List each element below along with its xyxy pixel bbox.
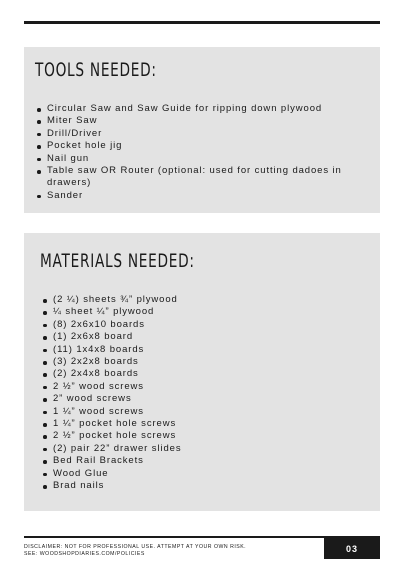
list-item: (2) pair 22” drawer slides <box>41 443 361 455</box>
list-item: Drill/Driver <box>35 128 365 140</box>
list-item: Sander <box>35 190 365 202</box>
tools-list <box>35 103 365 202</box>
top-divider <box>24 21 380 24</box>
list-item: 1 ¼” wood screws <box>41 406 361 418</box>
list-item: Nail gun <box>35 153 365 165</box>
list-item: Miter Saw <box>35 115 365 127</box>
footer-disclaimer <box>24 544 264 558</box>
tools-needed-panel <box>24 47 380 213</box>
tools-heading: TOOLS NEEDED: <box>35 59 157 81</box>
list-item: ¼ sheet ¼” plywood <box>41 306 361 318</box>
list-item: Pocket hole jig <box>35 140 365 152</box>
list-item: (2 ¼) sheets ¾” plywood <box>41 294 361 306</box>
disclaimer-policy-line: SEE: WOODSHOPDIARIES.COM/POLICIES <box>24 551 145 557</box>
list-item: Wood Glue <box>41 468 361 480</box>
list-item: (1) 2x6x8 board <box>41 331 361 343</box>
list-item: Bed Rail Brackets <box>41 455 361 467</box>
disclaimer-line: DISCLAIMER: NOT FOR PROFESSIONAL USE. ATTEMPT AT YOUR OWN RISK. <box>24 544 247 550</box>
materials-list <box>41 294 361 493</box>
list-item: 2 ½” wood screws <box>41 381 361 393</box>
list-item: Table saw OR Router (optional: used for cutting dadoes in drawers) <box>35 165 365 190</box>
materials-heading: MATERIALS NEEDED: <box>40 250 195 272</box>
page-number-badge <box>324 538 380 559</box>
list-item: (11) 1x4x8 boards <box>41 344 361 356</box>
list-item: (2) 2x4x8 boards <box>41 368 361 380</box>
list-item: (8) 2x6x10 boards <box>41 319 361 331</box>
list-item: (3) 2x2x8 boards <box>41 356 361 368</box>
list-item: 1 ¼” pocket hole screws <box>41 418 361 430</box>
list-item: 2” wood screws <box>41 393 361 405</box>
page-number: 03 <box>345 543 358 554</box>
list-item: 2 ½” pocket hole screws <box>41 430 361 442</box>
list-item: Circular Saw and Saw Guide for ripping down plywood <box>35 103 365 115</box>
list-item: Brad nails <box>41 480 361 492</box>
materials-needed-panel <box>24 233 380 511</box>
